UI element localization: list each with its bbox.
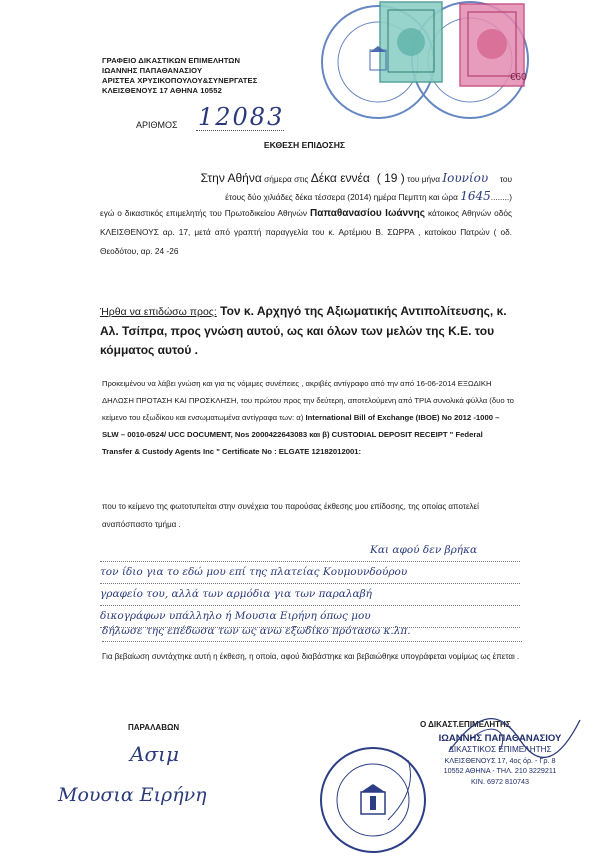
stamp-line: ΚΛΕΙΣΘΕΝΟΥΣ 17, 4ος όρ. - Γρ. 8 xyxy=(444,755,556,765)
stamp-line: 10552 ΑΘΗΝΑ - ΤΗΛ. 210 3229211 xyxy=(443,766,557,776)
header-line: ΓΡΑΦΕΙΟ ΔΙΚΑΣΤΙΚΩΝ ΕΠΙΜΕΛΗΤΩΝ xyxy=(102,56,241,65)
recipient-paragraph xyxy=(100,302,512,360)
handwritten-line: γραφείο του, αλλά των αρμόδια για των παραλαβή xyxy=(100,584,520,606)
receiver-label: ΠΑΡΑΛΑΒΩΝ xyxy=(128,723,180,732)
bailiff-name: Παπαθανασίου Ιωάννης xyxy=(310,208,425,219)
recipient-text: Τον κ. Αρχηγό της Αξιωματικής Αντιπολίτευσης, κ. Αλ. Τσίπρα, προς γνώση αυτού, ως και όλων των μελών της Κ.Ε. του κόμματος αυτού . xyxy=(100,304,507,357)
handwritten-line: Και αφού δεν βρήκα xyxy=(100,540,520,562)
time-handwritten: 1645 xyxy=(460,189,491,203)
photocopy-paragraph: που το κείμενο της φωτοτυπείται στην συνέχεια του παρούσας έκθεσης μου επίδοσης, της οποίας αποτελεί αναπόσπαστο τμήμα . xyxy=(102,502,479,529)
header-line: ΚΛΕΙΣΘΕΝΟΥΣ 17 ΑΘΗΝΑ 10552 xyxy=(102,86,222,95)
receiver-initials-signature: Ασιμ xyxy=(130,742,179,766)
body-paragraph: Προκειμένου να λάβει γνώση και για τις νόμιμες συνέπειες , ακριβές αντίγραφο από την από 16-06-2014 ΕΞΩΔΙΚΗ ΔΗΛΩΣΗ ΠΡΟΤΑΣΗ ΚΑΙ ΠΡΟΣΚΛΗΣΗ, του πρώτου προς την δεύτερη, αποτελούμενη από ΤΡΙΑ συνολικά φύλλα (δυο το κείμενο του εξωδίκου και ενσωματωμένα αντίγραφα των: α) International Bill of Exchange (IBOE) No 2012 -1000 – SLW – 0010-0524/ UCC DOCUMENT, Nos 2000422643083 και β) CUSTODIAL DEPOSIT RECEIPT " Federal Transfer & Custody Agents Inc " Certificate No : ELGATE 12182012001: xyxy=(102,379,514,456)
stamp-value: €60 xyxy=(510,72,527,83)
revenue-stamps-seal xyxy=(320,0,580,140)
stamp-line: ΙΩΑΝΝΗΣ ΠΑΠΑΘΑΝΑΣΙΟΥ xyxy=(438,733,562,744)
office-header xyxy=(102,56,257,96)
header-line: ΑΡΙΣΤΕΑ ΧΡΥΣΙΚΟΠΟΥΛΟΥ&ΣΥΝΕΡΓΑΤΕΣ xyxy=(102,76,258,85)
recipient-label: Ήρθα να επιδώσω προς: xyxy=(100,306,217,318)
month-handwritten: Ιουνίου xyxy=(442,171,489,185)
receiver-name-signature: Μουσια Ειρήνη xyxy=(58,784,207,806)
number-label: ΑΡΙΘΜΟΣ xyxy=(136,120,178,130)
handwritten-note xyxy=(100,540,520,628)
handwritten-line: δήλωσε της επέδωσα των ως ανω εξωδίκο πρότασω κ.λπ. xyxy=(102,621,522,642)
closing-paragraph: δήλωσε της επέδωσα των ως ανω εξωδίκο πρότασω κ.λπ. Για βεβαίωση συντάχτηκε αυτή η έκθεση, η οποία, αφού διαβάστηκε και βεβαιώθηκε υπογράφεται νομίμως ως έπεται . xyxy=(102,627,522,666)
stamp-line: ΚΙΝ. 6972 810743 xyxy=(471,777,529,787)
header-line: ΙΩΑΝΝΗΣ ΠΑΠΑΘΑΝΑΣΙΟΥ xyxy=(102,66,203,75)
handwritten-line: τον ίδιο για το εδώ μου επί της πλατείας Κουμουνδούρου xyxy=(100,562,520,584)
official-round-seal xyxy=(318,730,428,865)
number-value: 12083 xyxy=(198,103,285,131)
intro-paragraph: Στην Αθήνα σήμερα στις Δέκα εννέα ( 19 ) του μήνα Ιουνίου του έτους δύο χιλιάδες δέκα τέσσερα (2014) ημέρα Πεμπτη και ώρα 1645........) εγώ ο δικαστικός επιμελητής του Πρωτοδικείου Αθηνών Παπαθανασίου Ιωάννης κάτοικος Αθηνών οδός ΚΛΕΙΣΘΕΝΟΥΣ αρ. 17, μετά από γραπτή παραγγελία του κ. Αρτέμιου Β. ΣΩΡΡΑ , κατοίκου Πατρών ( οδ. Θεοδότου, αρ. 24 -26 xyxy=(100,171,512,256)
handwritten-line: δικογράφων υπάλληλο ή Μουσια Ειρήνη όπως μου xyxy=(100,606,520,628)
stamp-line: ΔΙΚΑΣΤΙΚΟΣ ΕΠΙΜΕΛΗΤΗΣ xyxy=(448,744,552,754)
bailiff-label: Ο ΔΙΚΑΣΤ.ΕΠΙΜΕΛΗΤΗΣ xyxy=(420,720,511,729)
document-title: ΕΚΘΕΣΗ ΕΠΙΔΟΣΗΣ xyxy=(263,140,346,150)
bailiff-signature-scribble xyxy=(440,700,590,760)
